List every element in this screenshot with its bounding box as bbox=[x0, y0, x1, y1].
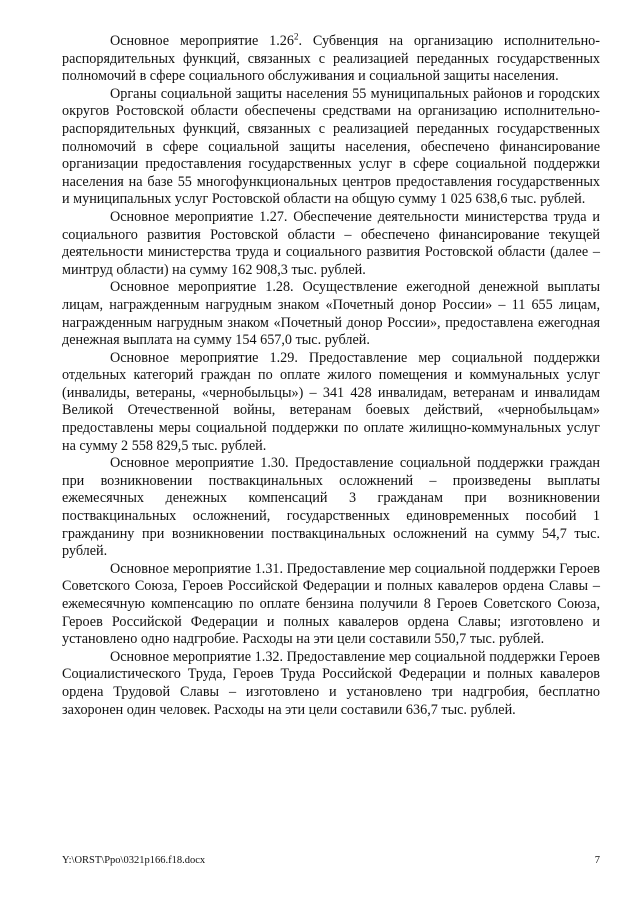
paragraph-text: Основное мероприятие 1.26 bbox=[110, 33, 294, 49]
paragraph-text: . Субвенция на организацию исполнительно-распорядительных функций, связанных с реализацией переданных государственных полномочий в сфере социального обслуживания и социальной защиты населения. bbox=[62, 33, 600, 85]
paragraph-1-26 bbox=[62, 33, 600, 86]
paragraph-text: Основное мероприятие 1.32. Предоставление мер социальной поддержки Героев Социалистического Труда, Героев Труда Российской Федерации и полных кавалеров ордена Трудовой Славы – изготовлено и установлено три надгробия, бесплатно захоронен один человек. Расходы на эти цели составили 636,7 тыс. рублей. bbox=[62, 648, 600, 718]
paragraph-text: Основное мероприятие 1.31. Предоставление мер социальной поддержки Героев Советского Союза, Героев Российской Федерации и полных кавалеров ордена Славы – ежемесячную компенсацию по оплате бензина получили 8 Героев Советского Союза, Героев Российской Федерации и полных кавалеров ордена Славы; изготовлено и установлено одно надгробие. Расходы на эти цели составили 550,7 тыс. рублей. bbox=[62, 560, 600, 648]
paragraph-text: Основное мероприятие 1.29. Предоставление мер социальной поддержки отдельных категорий граждан по оплате жилого помещения и коммунальных услуг (инвалиды, ветераны, «чернобыльцы») – 341 428 инвалидам, ветеранам и инвалидам Великой Отечественной войны, ветеранам боевых действий, «чернобыльцам» предоставлены меры социальной поддержки по оплате жилищно-коммунальных услуг на сумму 2 558 829,5 тыс. рублей. bbox=[62, 349, 600, 454]
footnote-superscript: 2 bbox=[293, 31, 299, 42]
paragraph-1-28 bbox=[62, 279, 600, 349]
paragraph-1-30 bbox=[62, 455, 600, 561]
page-footer bbox=[62, 855, 600, 866]
paragraph-social-protection-organs bbox=[62, 86, 600, 209]
file-path: Y:\ORST\Ppo\0321p166.f18.docx bbox=[62, 855, 206, 866]
paragraph-1-32 bbox=[62, 649, 600, 719]
paragraph-text: Основное мероприятие 1.28. Осуществление ежегодной денежной выплаты лицам, награжденным нагрудным знаком «Почетный донор России» – 11 655 лицам, награжденным нагрудным знаком «Почетный донор России», предоставлена ежегодная денежная выплата на сумму 154 657,0 тыс. рублей. bbox=[62, 279, 600, 349]
paragraph-text: Основное мероприятие 1.30. Предоставление социальной поддержки граждан при возникновении поствакцинальных осложнений – произведены выплаты ежемесячных денежных компенсаций 3 гражданам при возникновении поствакцинальных осложнений, государственных единовременных пособий 1 гражданину при возникновении поствакцинальных осложнений на сумму 54,7 тыс. рублей. bbox=[62, 455, 600, 560]
paragraph-text: Органы социальной защиты населения 55 муниципальных районов и городских округов Ростовской области обеспечены средствами на организацию исполнительно-распорядительных функций, связанных с реализацией переданных государственных полномочий в сфере социальной защиты населения, обеспечено финансирование организации предоставления государственных услуг в сфере социальной поддержки населения на базе 55 многофункциональных центров предоставления государственных и муниципальных услуг Ростовской области на общую сумму 1 025 638,6 тыс. рублей. bbox=[62, 85, 600, 208]
document-body bbox=[62, 33, 600, 719]
paragraph-text: Основное мероприятие 1.27. Обеспечение деятельности министерства труда и социального развития Ростовской области – обеспечено финансирование текущей деятельности министерства труда и социального развития Ростовской области (далее – минтруд области) на сумму 162 908,3 тыс. рублей. bbox=[62, 208, 600, 278]
paragraph-1-29 bbox=[62, 350, 600, 456]
paragraph-1-27 bbox=[62, 209, 600, 279]
page-number: 7 bbox=[594, 855, 600, 866]
paragraph-1-31 bbox=[62, 561, 600, 649]
